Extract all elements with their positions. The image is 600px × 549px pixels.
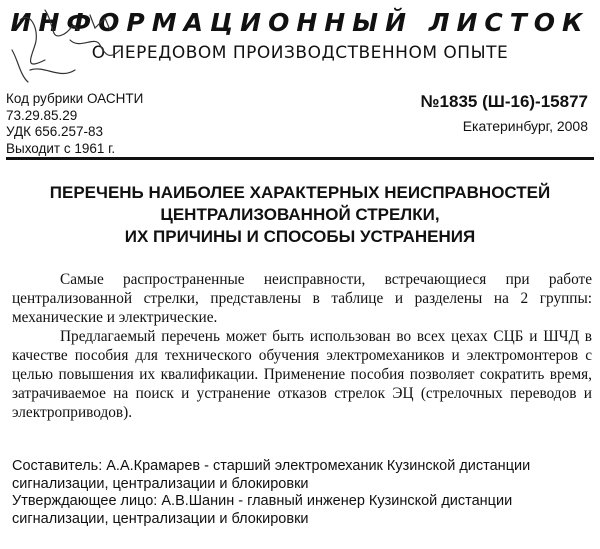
body-paragraph: Самые распространенные неисправности, встречающиеся при работе централизованной стрелки, представлены в таблице и разделены на 2 группы: механические и электрические. <box>12 271 592 326</box>
title-line: ЦЕНТРАЛИЗОВАННОЙ СТРЕЛКИ, <box>160 205 440 224</box>
body-paragraph: Предлагаемый перечень может быть использован во всех цехах СЦБ и ШЧД в качестве пособия для технического обучения электромехаников и электромонтеров с целью повышения их квалификации. Применение пособия позволяет сократить время, затрачиваемое на поиск и устранение отказов стрелок ЭЦ (стрелочных переводов и электроприводов). <box>12 328 592 421</box>
catalog-meta <box>6 91 143 157</box>
meta-line: Код рубрики ОАСНТИ <box>6 91 144 106</box>
document-title <box>0 182 600 248</box>
credits-approver: Утверждающее лицо: А.В.Шанин - главный инженер Кузинской дистанции сигнализации, централизации и блокировки <box>12 493 513 527</box>
body-text <box>12 270 592 422</box>
title-line: ИХ ПРИЧИНЫ И СПОСОБЫ УСТРАНЕНИЯ <box>124 227 476 246</box>
masthead-title: ИНФОРМАЦИОННЫЙ ЛИСТОК <box>10 8 590 37</box>
meta-line: УДК 656.257-83 <box>6 124 104 139</box>
header-divider <box>6 157 594 160</box>
issue-number: №1835 (Ш-16)-15877 <box>420 92 588 111</box>
handwritten-signature <box>0 0 160 100</box>
meta-line: Выходит с 1961 г. <box>6 140 116 156</box>
issue-info <box>421 92 588 134</box>
meta-line: 73.29.85.29 <box>6 107 78 123</box>
masthead-subtitle: О ПЕРЕДОВОМ ПРОИЗВОДСТВЕННОМ ОПЫТЕ <box>91 43 509 63</box>
credits <box>12 458 597 528</box>
title-line: ПЕРЕЧЕНЬ НАИБОЛЕЕ ХАРАКТЕРНЫХ НЕИСПРАВНОСТЕЙ <box>49 183 551 202</box>
credits-author: Составитель: А.А.Крамарев - старший электромеханик Кузинской дистанции сигнализации, централизации и блокировки <box>12 458 531 492</box>
issue-place-year: Екатеринбург, 2008 <box>462 118 588 134</box>
